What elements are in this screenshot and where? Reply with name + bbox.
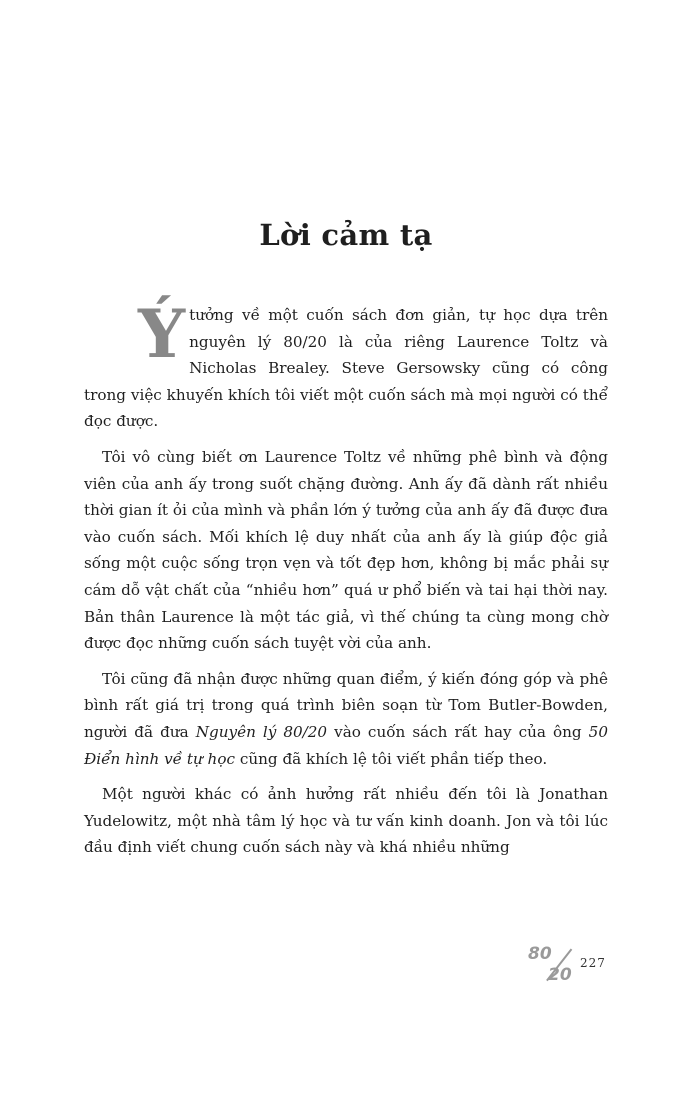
- page-title: Lời cảm tạ: [259, 218, 433, 252]
- logo-bottom-number: 20: [548, 965, 572, 985]
- paragraph-2: Tôi vô cùng biết ơn Laurence Toltz về những phê bình và động viên của anh ấy trong suốt chặng đường. Anh ấy đã dành rất nhiều thời gian ít ỏi của mình và phần lớn ý tưởng của anh ấy đã được đưa vào cuốn sách. Mối khích lệ duy nhất của anh ấy là giúp độc giả sống một cuộc sống trọn vẹn và tốt đẹp hơn, không bị mắc phải sự cám dỗ vật chất của “nhiều hơn” quá ư phổ biến và tai hại thời nay. Bản thân Laurence là một tác giả, vì thế chúng ta cùng mong chờ được đọc những cuốn sách tuyệt vời của anh.: [84, 447, 608, 653]
- logo-80-20: [528, 942, 578, 988]
- page-footer: [528, 942, 618, 990]
- drop-cap: Ý: [138, 295, 186, 373]
- paragraph-4: Một người khác có ảnh hưởng rất nhiều đến tôi là Jonathan Yudelowitz, một nhà tâm lý học và tư vấn kinh doanh. Jon và tôi lúc đầu định viết chung cuốn sách này và khá nhiều những: [84, 785, 608, 857]
- body-text: [84, 295, 608, 870]
- page-number: 227: [580, 956, 606, 970]
- paragraph-3: [84, 666, 608, 772]
- paragraph-1-text: tưởng về một cuốn sách đơn giản, tự học dựa trên nguyên lý 80/20 là của riêng Laurence Toltz và Nicholas Brealey. Steve Gersowsky cũng có công trong việc khuyến khích tôi viết một cuốn sách mà mọi người có thể đọc được.: [84, 306, 608, 431]
- book-title-italic-1: Nguyên lý 80/20: [195, 722, 328, 741]
- paragraph-3-part-a: Tôi cũng đã nhận được những quan điểm, ý kiến đóng góp và phê bình rất giá trị trong quá trình biên soạn từ Tom Butler-Bowden, người đã đưa: [84, 669, 608, 741]
- paragraph-1: [84, 295, 608, 435]
- logo-top-number: 80: [528, 944, 552, 964]
- paragraph-3-part-c: cũng đã khích lệ tôi viết phần tiếp theo.: [235, 749, 548, 768]
- paragraph-3-part-b: vào cuốn sách rất hay của ông: [327, 722, 589, 741]
- book-title-italic-2: 50 Điển hình về tự học: [84, 722, 608, 768]
